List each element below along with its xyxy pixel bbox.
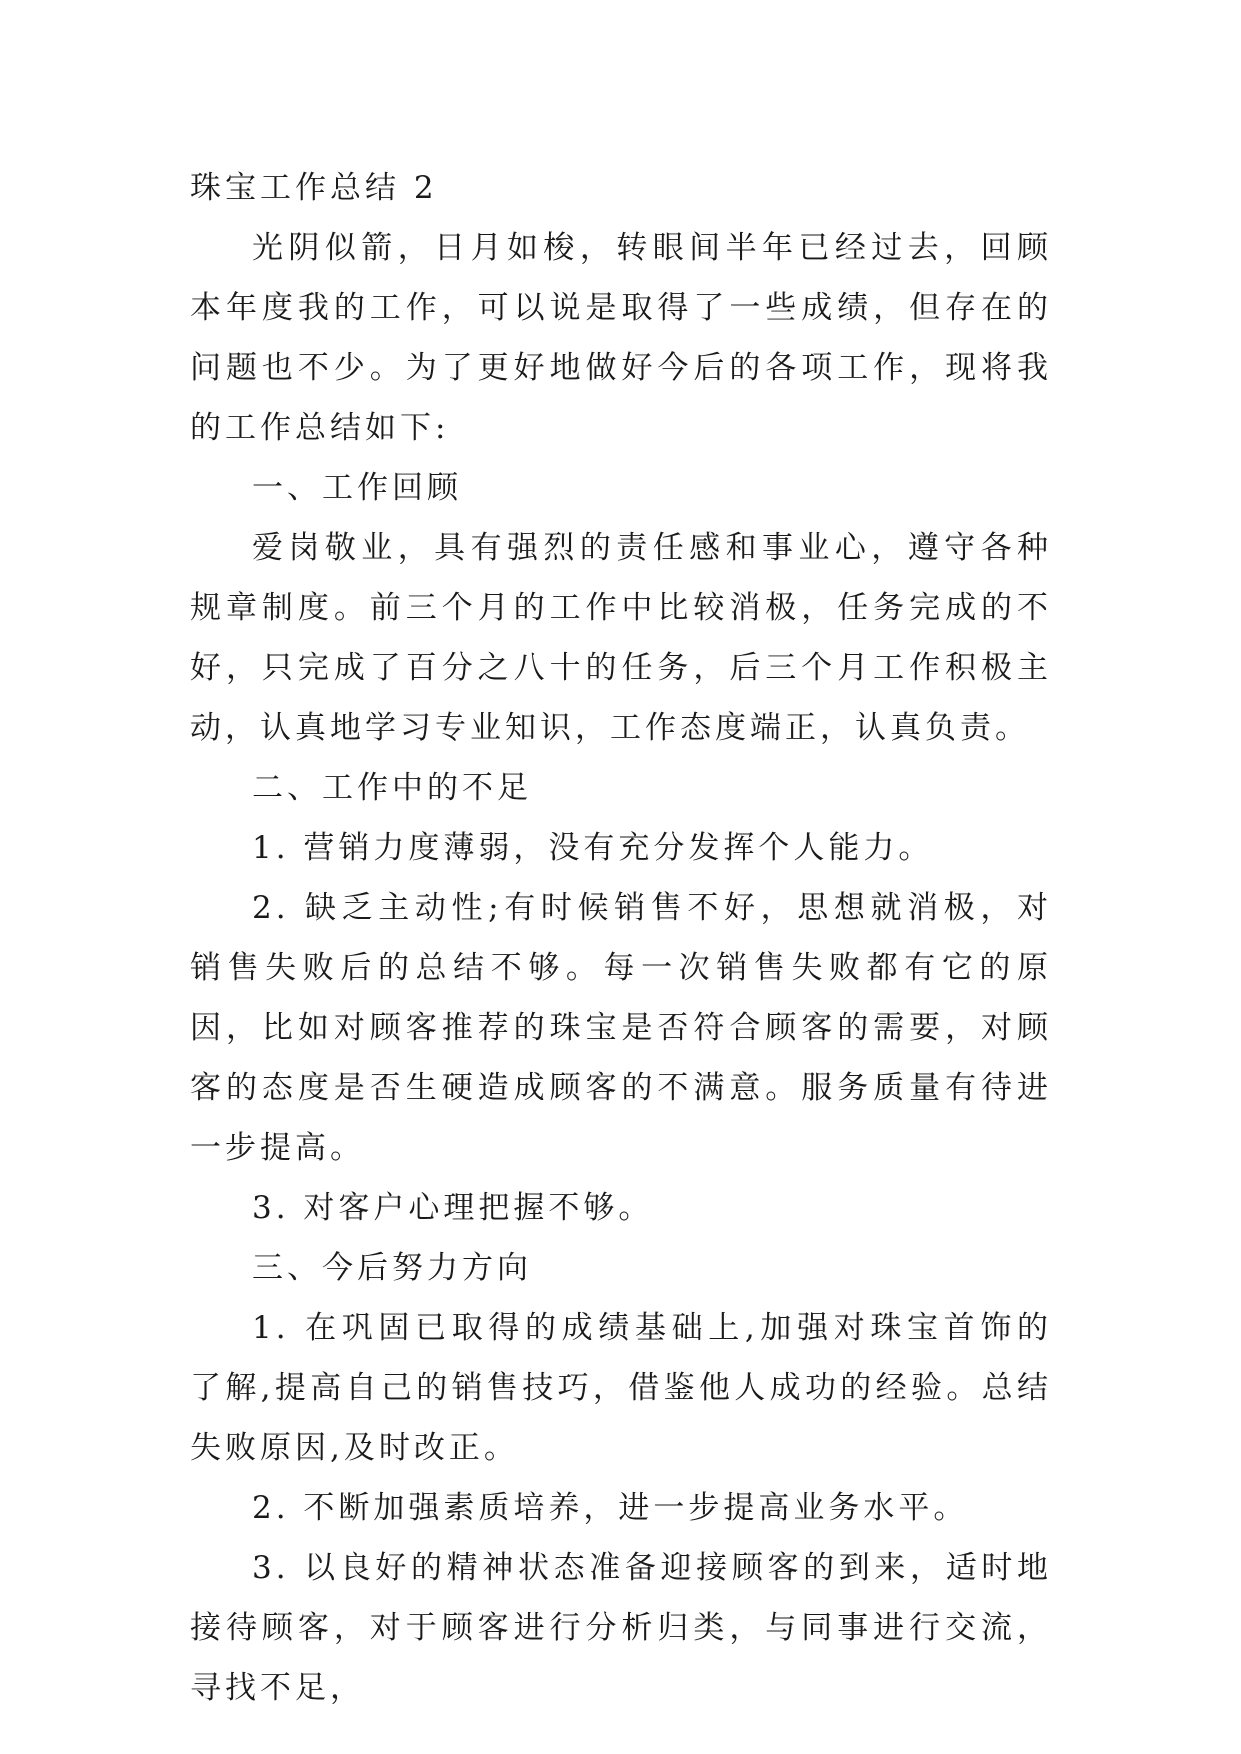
list-item-shortcoming-3: 3. 对客户心理把握不够。 — [252, 1190, 654, 1226]
section-heading-review: 一、工作回顾 — [252, 470, 462, 506]
list-item-future-2: 2. 不断加强素质培养，进一步提高业务水平。 — [252, 1490, 969, 1526]
document-body — [190, 158, 1052, 1718]
document-title: 珠宝工作总结 2 — [190, 170, 438, 206]
list-item-future-1: 1. 在巩固已取得的成绩基础上,加强对珠宝首饰的了解,提高自己的销售技巧，借鉴他人成功的经验。总结失败原因,及时改正。 — [190, 1310, 1052, 1466]
section-heading-shortcomings: 二、工作中的不足 — [252, 770, 532, 806]
paragraph-intro: 光阴似箭，日月如梭，转眼间半年已经过去，回顾本年度我的工作，可以说是取得了一些成绩，但存在的问题也不少。为了更好地做好今后的各项工作，现将我的工作总结如下: — [190, 230, 1052, 446]
list-item-shortcoming-2: 2. 缺乏主动性;有时候销售不好，思想就消极，对销售失败后的总结不够。每一次销售失败都有它的原因，比如对顾客推荐的珠宝是否符合顾客的需要，对顾客的态度是否生硬造成顾客的不满意。服务质量有待进一步提高。 — [190, 890, 1052, 1166]
paragraph-review: 爱岗敬业，具有强烈的责任感和事业心，遵守各种规章制度。前三个月的工作中比较消极，任务完成的不好，只完成了百分之八十的任务，后三个月工作积极主动，认真地学习专业知识，工作态度端正，认真负责。 — [190, 530, 1052, 746]
list-item-future-3: 3. 以良好的精神状态准备迎接顾客的到来，适时地接待顾客，对于顾客进行分析归类，与同事进行交流，寻找不足， — [190, 1550, 1052, 1706]
list-item-shortcoming-1: 1. 营销力度薄弱，没有充分发挥个人能力。 — [252, 830, 934, 866]
section-heading-future: 三、今后努力方向 — [252, 1250, 532, 1286]
